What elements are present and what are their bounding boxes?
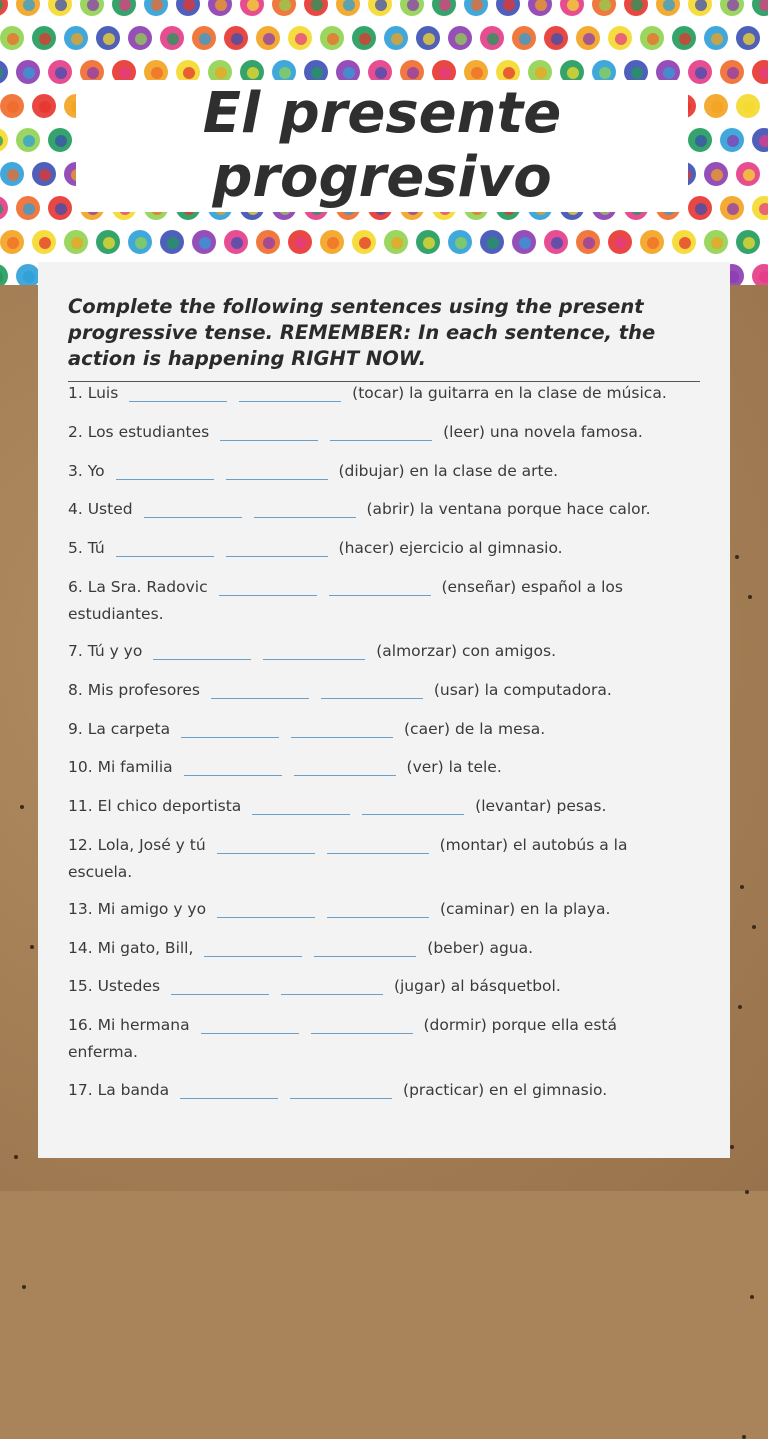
exercise-prompt: (caer) de la mesa. xyxy=(404,720,546,738)
dot xyxy=(16,128,40,152)
dot xyxy=(16,60,40,84)
answer-blank[interactable] xyxy=(180,1082,278,1099)
paper-speck xyxy=(730,1145,734,1149)
dot xyxy=(80,0,104,16)
paper-speck xyxy=(14,1155,18,1159)
dot xyxy=(560,0,584,16)
exercise-item xyxy=(68,419,678,446)
dot xyxy=(736,230,760,254)
dot xyxy=(704,94,728,118)
exercise-prompt: (enseñar) español a los estudiantes. xyxy=(68,578,623,623)
answer-blank[interactable] xyxy=(226,463,328,480)
dot xyxy=(736,26,760,50)
dot xyxy=(48,128,72,152)
dot xyxy=(0,128,8,152)
dot xyxy=(704,162,728,186)
answer-blank[interactable] xyxy=(311,1017,413,1034)
exercise-subject: 7. Tú y yo xyxy=(68,642,143,660)
dot xyxy=(496,0,520,16)
exercise-item xyxy=(68,496,678,523)
exercise-item xyxy=(68,380,678,407)
exercise-subject: 6. La Sra. Radovic xyxy=(68,578,208,596)
dot xyxy=(464,0,488,16)
dot xyxy=(256,26,280,50)
answer-blank[interactable] xyxy=(144,501,242,518)
exercise-item xyxy=(68,535,678,562)
paper-speck xyxy=(735,555,739,559)
dot xyxy=(96,230,120,254)
dot xyxy=(592,0,616,16)
exercise-subject: 14. Mi gato, Bill, xyxy=(68,939,194,957)
answer-blank[interactable] xyxy=(116,463,214,480)
exercise-subject: 13. Mi amigo y yo xyxy=(68,900,207,918)
answer-blank[interactable] xyxy=(211,682,309,699)
paper-speck xyxy=(740,885,744,889)
answer-blank[interactable] xyxy=(254,501,356,518)
page-title: El presente progresivo xyxy=(202,81,562,210)
dot xyxy=(0,60,8,84)
dot xyxy=(48,196,72,220)
exercise-subject: 15. Ustedes xyxy=(68,977,161,995)
exercise-subject: 10. Mi familia xyxy=(68,758,173,776)
dot xyxy=(240,0,264,16)
dot xyxy=(336,0,360,16)
dot xyxy=(576,230,600,254)
dot xyxy=(528,0,552,16)
dot xyxy=(224,230,248,254)
dot xyxy=(704,26,728,50)
dot xyxy=(752,196,768,220)
dot xyxy=(688,0,712,16)
exercise-item xyxy=(68,935,678,962)
dot xyxy=(688,196,712,220)
exercise-item xyxy=(68,896,678,923)
exercise-item xyxy=(68,1077,678,1104)
dot xyxy=(192,230,216,254)
exercise-item xyxy=(68,973,678,1000)
dot xyxy=(576,26,600,50)
dot xyxy=(32,26,56,50)
exercise-prompt: (abrir) la ventana porque hace calor. xyxy=(366,500,651,518)
exercise-item xyxy=(68,574,678,628)
exercise-subject: 16. Mi hermana xyxy=(68,1016,190,1034)
exercise-subject: 17. La banda xyxy=(68,1081,170,1099)
answer-blank[interactable] xyxy=(201,1017,299,1034)
dot xyxy=(288,26,312,50)
dot xyxy=(48,0,72,16)
exercise-prompt: (levantar) pesas. xyxy=(475,797,607,815)
answer-blank[interactable] xyxy=(327,901,429,918)
dot xyxy=(368,0,392,16)
dot xyxy=(736,162,760,186)
exercise-prompt: (beber) agua. xyxy=(427,939,534,957)
exercise-item xyxy=(68,638,678,665)
exercise-prompt: (hacer) ejercicio al gimnasio. xyxy=(338,539,563,557)
answer-blank[interactable] xyxy=(153,643,251,660)
dot xyxy=(32,230,56,254)
dot xyxy=(352,26,376,50)
dot xyxy=(304,0,328,16)
exercise-item xyxy=(68,1012,678,1066)
dot xyxy=(144,0,168,16)
dot xyxy=(0,0,8,16)
paper-speck xyxy=(750,1295,754,1299)
dot xyxy=(160,26,184,50)
dot xyxy=(96,26,120,50)
dot xyxy=(432,0,456,16)
paper-speck xyxy=(742,1435,746,1439)
dot xyxy=(64,230,88,254)
answer-blank[interactable] xyxy=(220,424,318,441)
dot xyxy=(272,0,296,16)
exercise-subject: 9. La carpeta xyxy=(68,720,171,738)
answer-blank[interactable] xyxy=(184,759,282,776)
answer-blank[interactable] xyxy=(239,385,341,402)
dot xyxy=(752,60,768,84)
exercise-prompt: (dibujar) en la clase de arte. xyxy=(338,462,559,480)
dot xyxy=(688,128,712,152)
dot xyxy=(112,0,136,16)
dot xyxy=(224,26,248,50)
dot xyxy=(16,196,40,220)
dot xyxy=(448,230,472,254)
instructions: Complete the following sentences using the present progressive tense. REMEMBER: In each sentence, the action is happening RIGHT NOW. xyxy=(68,295,656,370)
dot xyxy=(704,230,728,254)
answer-blank[interactable] xyxy=(362,798,464,815)
dot xyxy=(192,26,216,50)
dot xyxy=(128,230,152,254)
exercise-prompt: (montar) el autobús a la escuela. xyxy=(68,836,628,881)
exercise-subject: 1. Luis xyxy=(68,384,119,402)
dot xyxy=(688,60,712,84)
dot xyxy=(720,60,744,84)
exercise-item xyxy=(68,677,678,704)
exercise-prompt: (dormir) porque ella está enferma. xyxy=(68,1016,617,1061)
dot xyxy=(512,230,536,254)
exercise-subject: 5. Tú xyxy=(68,539,105,557)
exercise-subject: 8. Mis profesores xyxy=(68,681,200,699)
dot xyxy=(720,196,744,220)
answer-blank[interactable] xyxy=(291,721,393,738)
dot xyxy=(752,128,768,152)
paper-speck xyxy=(20,805,24,809)
exercise-subject: 11. El chico deportista xyxy=(68,797,242,815)
dot xyxy=(544,26,568,50)
worksheet xyxy=(38,262,730,1158)
dot xyxy=(32,162,56,186)
dot xyxy=(640,26,664,50)
dot xyxy=(48,60,72,84)
exercise-prompt: (tocar) la guitarra en la clase de música. xyxy=(352,384,667,402)
dot xyxy=(608,230,632,254)
dot xyxy=(448,26,472,50)
dot xyxy=(128,26,152,50)
dot xyxy=(640,230,664,254)
dot xyxy=(384,230,408,254)
dot xyxy=(608,26,632,50)
dot xyxy=(0,230,24,254)
dot xyxy=(656,0,680,16)
dot xyxy=(400,0,424,16)
exercise-prompt: (jugar) al básquetbol. xyxy=(393,977,561,995)
exercise-subject: 3. Yo xyxy=(68,462,105,480)
paper-speck xyxy=(30,945,34,949)
exercise-subject: 4. Usted xyxy=(68,500,133,518)
paper-speck xyxy=(752,925,756,929)
dot xyxy=(544,230,568,254)
dot xyxy=(320,230,344,254)
answer-blank[interactable] xyxy=(290,1082,392,1099)
answer-blank[interactable] xyxy=(330,424,432,441)
answer-blank[interactable] xyxy=(181,721,279,738)
dot xyxy=(16,0,40,16)
dot xyxy=(320,26,344,50)
exercise-prompt: (almorzar) con amigos. xyxy=(376,642,556,660)
dot xyxy=(752,0,768,16)
dot xyxy=(32,94,56,118)
exercise-prompt: (leer) una novela famosa. xyxy=(443,423,643,441)
exercise-prompt: (usar) la computadora. xyxy=(433,681,612,699)
dot xyxy=(0,94,24,118)
dot xyxy=(208,0,232,16)
dot xyxy=(512,26,536,50)
answer-blank[interactable] xyxy=(281,978,383,995)
answer-blank[interactable] xyxy=(314,940,416,957)
dot xyxy=(160,230,184,254)
answer-blank[interactable] xyxy=(252,798,350,815)
exercise-item xyxy=(68,793,678,820)
answer-blank[interactable] xyxy=(321,682,423,699)
answer-blank[interactable] xyxy=(217,837,315,854)
answer-blank[interactable] xyxy=(204,940,302,957)
dot xyxy=(624,0,648,16)
dot xyxy=(672,26,696,50)
dot xyxy=(288,230,312,254)
answer-blank[interactable] xyxy=(219,579,317,596)
answer-blank[interactable] xyxy=(129,385,227,402)
answer-blank[interactable] xyxy=(116,540,214,557)
paper-speck xyxy=(738,1005,742,1009)
dot xyxy=(352,230,376,254)
exercise-item xyxy=(68,716,678,743)
answer-blank[interactable] xyxy=(327,837,429,854)
dot xyxy=(0,26,24,50)
answer-blank[interactable] xyxy=(226,540,328,557)
dot xyxy=(0,162,24,186)
answer-blank[interactable] xyxy=(294,759,396,776)
dot xyxy=(384,26,408,50)
answer-blank[interactable] xyxy=(171,978,269,995)
exercise-subject: 12. Lola, José y tú xyxy=(68,836,206,854)
dot xyxy=(256,230,280,254)
exercise-item xyxy=(68,458,678,485)
dot xyxy=(176,0,200,16)
dot xyxy=(480,230,504,254)
dot xyxy=(480,26,504,50)
answer-blank[interactable] xyxy=(217,901,315,918)
paper-speck xyxy=(22,1285,26,1289)
dot xyxy=(672,230,696,254)
dot xyxy=(416,230,440,254)
exercise-item xyxy=(68,754,678,781)
title-banner xyxy=(76,80,688,212)
dot xyxy=(736,94,760,118)
paper-speck xyxy=(748,595,752,599)
answer-blank[interactable] xyxy=(329,579,431,596)
exercise-item xyxy=(68,832,678,886)
dot xyxy=(64,26,88,50)
exercise-prompt: (caminar) en la playa. xyxy=(439,900,611,918)
dot xyxy=(720,128,744,152)
dot xyxy=(416,26,440,50)
answer-blank[interactable] xyxy=(263,643,365,660)
dot xyxy=(720,0,744,16)
exercise-prompt: (practicar) en el gimnasio. xyxy=(403,1081,608,1099)
dot xyxy=(0,196,8,220)
exercise-prompt: (ver) la tele. xyxy=(406,758,502,776)
exercise-subject: 2. Los estudiantes xyxy=(68,423,210,441)
